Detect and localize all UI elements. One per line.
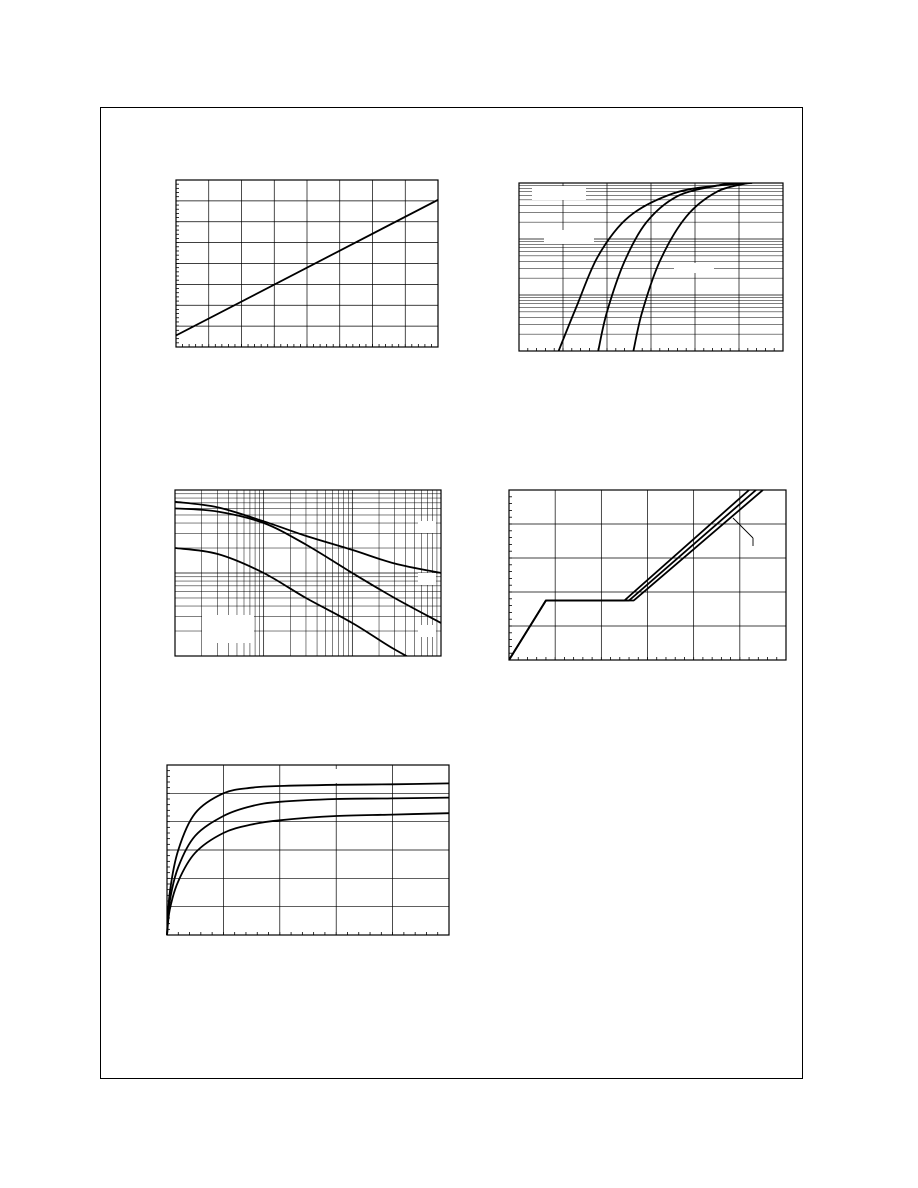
legend-mask — [418, 625, 436, 637]
chart-5 — [163, 761, 455, 941]
legend-mask — [418, 573, 436, 585]
legend-mask — [331, 769, 377, 783]
legend-mask — [532, 186, 586, 200]
chart-3 — [170, 485, 446, 665]
legend-mask — [202, 615, 254, 643]
legend-mask — [544, 230, 594, 244]
chart-2 — [514, 179, 788, 357]
legend-mask — [674, 263, 714, 273]
chart-4 — [505, 486, 791, 666]
legend-mask — [418, 521, 436, 533]
chart-1 — [172, 176, 442, 351]
